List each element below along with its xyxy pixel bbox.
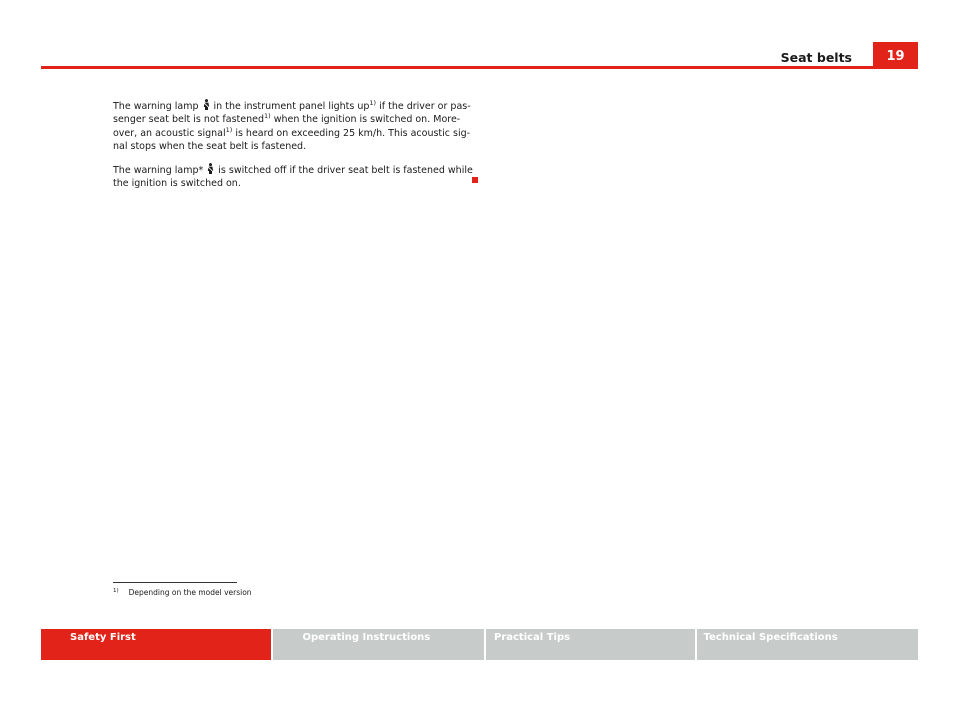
tab-practical-tips[interactable]: Practical Tips xyxy=(486,629,695,660)
text-run: if the driver or pas- xyxy=(376,101,471,112)
footnote-mark: 1) xyxy=(113,587,119,594)
paragraph-seatbelt-warning xyxy=(113,99,475,154)
footnote-ref: 1) xyxy=(225,125,233,134)
text-run: The warning lamp* xyxy=(113,165,207,176)
footnote xyxy=(113,588,252,597)
tab-technical-specifications[interactable]: Technical Specifications xyxy=(697,629,918,660)
paragraph-warning-off xyxy=(113,163,475,191)
page-number: 19 xyxy=(873,42,918,68)
tab-operating-instructions[interactable]: Operating Instructions xyxy=(273,629,484,660)
text-run: is heard on exceeding 25 km/h. This acoustic sig- xyxy=(232,127,471,139)
footnote-ref: 1) xyxy=(369,98,377,107)
text-run: The warning lamp xyxy=(113,101,202,112)
footnote-rule xyxy=(113,582,237,583)
header-rule xyxy=(41,66,918,69)
seatbelt-warning-icon xyxy=(202,99,211,110)
text-run: in the instrument panel lights up xyxy=(210,101,370,112)
section-title: Seat belts xyxy=(780,50,852,65)
text-run: is switched off if the driver seat belt is fastened while xyxy=(215,165,473,176)
seatbelt-warning-icon xyxy=(206,163,215,174)
text-run: the ignition is switched on. xyxy=(113,178,241,190)
text-run: over, an acoustic signal xyxy=(113,127,226,139)
text-run: nal stops when the seat belt is fastened. xyxy=(113,141,307,153)
text-run: senger seat belt is not fastened xyxy=(113,114,265,126)
text-run: when the ignition is switched on. More- xyxy=(270,114,461,126)
footnote-ref: 1) xyxy=(264,112,271,121)
footer-nav xyxy=(41,629,918,660)
section-end-marker xyxy=(472,177,478,183)
footnote-text: Depending on the model version xyxy=(128,588,252,597)
tab-safety-first[interactable]: Safety First xyxy=(41,629,271,660)
